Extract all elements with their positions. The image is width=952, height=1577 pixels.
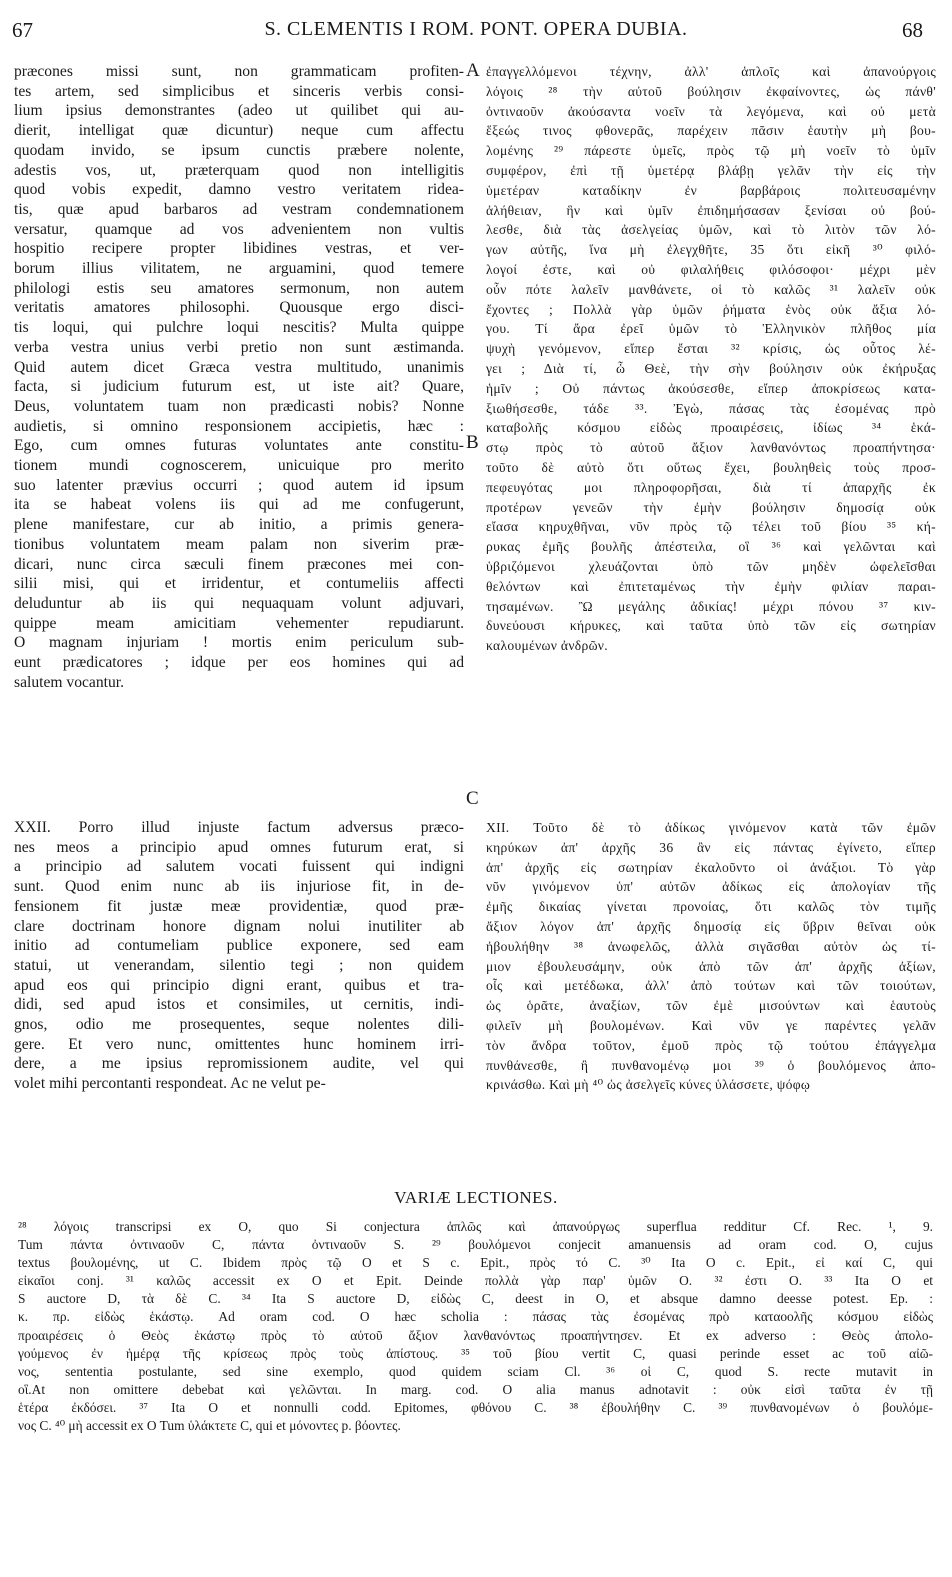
margin-marker-c: C: [466, 788, 479, 809]
greek-text-line: καλουμένων ἀνδρῶν.: [486, 638, 608, 654]
greek-text-line: τοῦτο δὲ αὐτὸ ὅτι οὕτως ἔχει, βουληθεὶς τοὺς προσ-: [486, 459, 936, 475]
latin-text-line: gnos, odio me prosequentes, seque nolentes dili-: [14, 1016, 464, 1034]
latin-text-line: tes artem, sed simplicibus et sinceris verbis consi-: [14, 82, 464, 100]
latin-text-line: silii misi, qui et irridentur, et contumeliis affecti: [14, 575, 464, 593]
greek-text-line: κηρύκων ἀπ' ἀρχῆς 36 ἂν εἰς πάντας ἐγίνετο, εἴπερ: [486, 839, 936, 855]
greek-text-line: τησαμένων. Ὢ μεγάλης ἀδικίας! μέχρι πόνου ³⁷ κιν-: [486, 598, 936, 614]
latin-text-line: O magnam injuriam ! mortis enim periculum sub-: [14, 634, 464, 652]
greek-text-line: πεφευγότας μοι πληροφορῆσαι, διὰ τί ἀπαρχῆς ἐκ: [486, 479, 936, 495]
greek-text-line: ὀντιναοῦν ἀκούσαντα νοεῖν τὰ λεγόμενα, καὶ οὐ μετὰ: [486, 103, 936, 119]
variant-readings: [18, 1218, 933, 1435]
latin-text-line: facta, si judicium futurum est, ut iste ait? Quare,: [14, 378, 464, 396]
greek-text-line: γων αὐτῆς, ἵνα μὴ ἐλεγχθῆτε, 35 ὅτι εἰκῆ ³⁰ φιλό-: [486, 242, 936, 258]
latin-text-line: borum illius vilitatem, ne arguamini, quod temere: [14, 260, 464, 278]
greek-text-line: ὑβριζόμενοι χλευάζονται ὑπὸ τῶν μηδὲν ὠφελεῖσθαι: [486, 558, 936, 574]
greek-text-line: λόγοις ²⁸ τὴν αὐτοῦ βούλησιν ἐκφαίνοντες, ὡς πάνθ': [486, 83, 936, 99]
greek-text-line: συμφέρον, ἐπὶ τῇ ὑμετέρᾳ βλάβῃ γελᾶν τὴν εἰς τὴν: [486, 162, 936, 178]
greek-text-line: ἠβουλήθην ³⁸ ἀνωφελῶς, ἀλλὰ σιγᾶσθαι αὐτὸν ὡς τί-: [486, 938, 936, 954]
variant-reading-line: Tum πάντα ὀντιναοῦν C, πάντα ὀντιναοῦν S. ²⁹ βουλόμενοι conjecit amanuensis ad oram cod. O, cujus: [18, 1237, 933, 1253]
greek-text-line: πυνθάνεσθε, ἢ πυνθανομένῳ μοι ³⁹ ὁ βουλόμενος ἀπο-: [486, 1057, 936, 1073]
variant-reading-line: ἑτέρα ἐκδόσει. ³⁷ Ita O et nonnulli codd. Epitomes, φθόνου C. ³⁸ ἐβουλήθην C. ³⁹ πυνθανομένων ὁ βουλόμε-: [18, 1399, 933, 1415]
latin-text-line: tis, quæ apud barbaros ad vestram condemnationem: [14, 200, 464, 218]
latin-text-line: XXII. Porro illud injuste factum adversus præco-: [14, 819, 464, 836]
running-title: S. CLEMENTIS I ROM. PONT. OPERA DUBIA.: [264, 18, 688, 40]
latin-text-line: dicari, nunc circa sæculi finem præcones mei con-: [14, 555, 464, 573]
latin-text-line: ita se habeat volens iis qui ad me confugerunt,: [14, 496, 464, 514]
greek-text-line: θελόντων καὶ ἐπιτεταμένως τὴν ἐμὴν φιλίαν παραι-: [486, 578, 936, 594]
greek-text-line: τὸν ἄνδρα τοῦτον, ἐμοῦ πρὸς τῷ τούτου ἐπάγγελμα: [486, 1037, 936, 1053]
greek-text-line: ἀλήθειαν, ἣν καὶ ὑμῖν ἐπιδημήσασαν ξενίσαι οὐ βού-: [486, 202, 936, 218]
latin-text-line: eunt prædicatores ; idque per eos homines qui ad: [14, 654, 464, 672]
latin-text-line: lium ipsius demonstrantes (adeo ut quilibet qui au-: [14, 102, 464, 120]
latin-text-line: verba vestra unius verbi pretio non sunt æstimanda.: [14, 338, 464, 356]
greek-column-top: [486, 62, 936, 656]
page-number-right: 68: [902, 18, 923, 42]
greek-text-line: φιλεῖν μὴ βουλομένων. Καὶ νῦν γε παρέντες γελᾶν: [486, 1017, 936, 1033]
greek-text-line: ἕξεώς τινος φθονερᾶς, παρέχειν πᾶσιν ἑαυτὴν μὴ βου-: [486, 123, 936, 139]
variant-reading-line: ²⁸ λόγοις transcripsi ex O, quo Si conjectura ἁπλῶς καὶ ἀπανούργως superflua redditur Cf. Rec. ¹, 9.: [18, 1219, 933, 1234]
greek-text-line: ὡς ὁρᾶτε, ἀναξίων, τῶν ἐμὲ μισούντων καὶ ἑαυτοὺς: [486, 998, 936, 1014]
page-header: [0, 0, 952, 60]
variant-reading-line: γούμενος ἐν ἡμέρᾳ τῆς κρίσεως πρὸς τοὺς ἀπίστους. ³⁵ τοῦ βίου vertit C, quasi perinde esset ac τοῦ αἰῶ-: [18, 1345, 933, 1361]
latin-text-line: tionem mundi cognoscerem, unicuique pro merito: [14, 457, 464, 475]
latin-text-line: præcones missi sunt, non grammaticam profiten-: [14, 63, 464, 80]
latin-text-line: Ego, cum omnes futuras voluntates ante constitu-: [14, 437, 464, 455]
latin-text-line: hospitio recipere propter libidines vestras, et ver-: [14, 240, 464, 258]
greek-text-line: στῳ πρὸς τὸ αὐτοῦ ἄξιον λανθανόντως προαπήντησα·: [486, 440, 936, 456]
latin-column-bottom: [14, 818, 464, 1094]
greek-text-line: λεσθε, διὰ τὰς ἀσελγείας ὑμῶν, καὶ τὸ λιτὸν τῶν λό-: [486, 222, 936, 238]
latin-text-line: veritatis amatores philosophi. Quousque ergo disci-: [14, 299, 464, 317]
variant-reading-line: νος, sententia postulante, sed sine exemplo, quod quidem sciam Cl. ³⁶ οἱ C, quod S. recte mutavit in: [18, 1363, 933, 1379]
greek-text-line: ἐμῆς δικαίας γίνεται προνοίας, ὅτι καλῶς τὸν τιμῆς: [486, 899, 936, 915]
latin-text-line: quodam invido, se ipsum cunctis præbere nolente,: [14, 141, 464, 159]
page-number-left: 67: [12, 18, 33, 42]
latin-text-line: didi, sed apud istos et consimiles, ut cernitis, indi-: [14, 996, 464, 1014]
variant-reading-line: προαιρέσεις ὁ Θεὸς ἑκάστῳ πρὸς τὸ αὐτοῦ ἄξιον λανθανόντως προαπήντησεν. Et ex adverso : Θεὸς ἀπολο-: [18, 1327, 933, 1343]
latin-text-line: suo latenter prævius occurri ; quod autem id ipsum: [14, 476, 464, 494]
greek-text-line: εἴασα κηρυχθῆναι, νῦν πρὸς τῷ τέλει τοῦ βίου ³⁵ κή-: [486, 519, 936, 535]
variant-reading-line: νος C. ⁴⁰ μὴ accessit ex O Tum ὑλάκτετε C, qui et μόνοντες p. βόοντες.: [18, 1418, 401, 1434]
margin-marker-a: A: [466, 60, 480, 81]
greek-text-line: οἷς καὶ μετέδωκα, ἀλλ' ἀπὸ τούτων καὶ τῶν τοιούτων,: [486, 978, 936, 994]
latin-text-line: a principio ad salutem vocati fuissent qui indigni: [14, 858, 464, 876]
latin-text-line: versatur, quamque ad vos advenientem non vultis: [14, 220, 464, 238]
greek-text-line: ἡμῖν ; Οὐ πάντως ἀκούσεσθε, εἴπερ ἀποκρίσεως κατα-: [486, 380, 936, 396]
greek-text-line: λογοί ἐστε, καὶ οὐ φιλαλήθεις φιλόσοφοι· μέχρι μὲν: [486, 261, 936, 277]
greek-text-line: ψυχὴ γενόμενον, εἴπερ ἔσται ³² κρίσις, ὡς οὗτος λέ-: [486, 341, 936, 357]
greek-text-line: ἄξιον λόγον ἀπ' ἀρχῆς δημοσίᾳ εἰς ὕβριν θεῖναι οὐκ: [486, 918, 936, 934]
greek-text-line: ξιωθήσεσθε, τάδε ³³. Ἐγὼ, πάσας τὰς ἐσομένας πρὸ: [486, 400, 936, 416]
greek-text-line: ἐπαγγελλόμενοι τέχνην, ἀλλ' ἁπλοῖς καὶ ἀπανούργοις: [486, 64, 936, 79]
latin-text-line: adestis vos, ut, præterquam quod non intelligitis: [14, 161, 464, 179]
greek-text-line: γου. Τί ἄρα ἐρεῖ ὑμῶν τὸ Ἑλληνικὸν πλῆθος μία: [486, 321, 936, 337]
latin-text-line: apud eos qui principio digni erant, quibus et tra-: [14, 976, 464, 994]
latin-text-line: plene manifestare, cur ab initio, a primis genera-: [14, 516, 464, 534]
latin-text-line: tionibus voluntatem meam palam non siverim præ-: [14, 535, 464, 553]
variant-reading-line: S auctore D, τὰ δὲ C. ³⁴ Ita S auctore D, εἰδὼς C, deest in O, et absque damno deesse potest. Ep. :: [18, 1291, 933, 1307]
latin-text-line: salutem vocantur.: [14, 673, 124, 691]
greek-text-line: νῦν γινόμενον ὑπ' αὐτῶν ἀδίκως εἰς ἀπολογίαν τῆς: [486, 879, 936, 895]
greek-text-line: καταβολῆς κόσμου εἰδὼς προαιρέσεις, ἰδίως ³⁴ ἑκά-: [486, 420, 936, 436]
greek-text-line: ἔχοντες ; Πολλὰ γὰρ ὑμῶν ῥήματα ἑνὸς οὐκ ἄξια λό-: [486, 301, 936, 317]
latin-text-line: volet mihi percontanti respondeat. Ac ne velut pe-: [14, 1075, 326, 1093]
greek-text-line: γει ; Διὰ τί, ὦ Θεὲ, τὴν σὴν βούλησιν οὐκ ἐκήρυξας: [486, 360, 936, 376]
latin-text-line: quippe meam amicitiam vehementer repudiarunt.: [14, 614, 464, 632]
greek-text-line: XII. Τοῦτο δὲ τὸ ἀδίκως γινόμενον κατὰ τῶν ἐμῶν: [486, 820, 936, 835]
greek-text-line: οὖν πότε λαλεῖν μανθάνετε, οἱ τὸ καλῶς ³¹ λαλεῖν οὐκ: [486, 281, 936, 297]
latin-text-line: Quid autem dicet Græca vestra multitudo, unanimis: [14, 358, 464, 376]
latin-text-line: philologi estis seu amatores sermonum, non autem: [14, 279, 464, 297]
latin-text-line: statui, ut venerandam, silentio tegi ; non quidem: [14, 956, 464, 974]
variant-reading-line: κ. πρ. εἰδὼς ἑκάστῳ. Ad oram cod. O hæc scholia : πάσας τὰς ἐσομένας πρὸ καταοολῆς κόσμου εἰδὼς: [18, 1309, 933, 1325]
greek-column-bottom: [486, 818, 936, 1095]
latin-text-line: clare doctrinam honore dignam nolui inutiliter ab: [14, 917, 464, 935]
latin-text-line: Deus, voluntatem tuam non prædicasti nobis? Nonne: [14, 397, 464, 415]
variant-reading-line: textus βουλομένης, ut C. Ibidem πρὸς τῷ O et S c. Epit., πρὸς τό C. ³⁰ Ita O c. Epit., εἰ καί C, qui: [18, 1255, 933, 1271]
latin-text-line: gere. Et vero nunc, omittentes hunc hominem irri-: [14, 1035, 464, 1053]
latin-text-line: nes meos a principio apud omnes futurum erat, si: [14, 838, 464, 856]
greek-text-line: ρυκας ἐμῆς βουλῆς ἀπέστειλα, οἳ ³⁶ καὶ γελῶνται καὶ: [486, 539, 936, 555]
latin-text-line: tis loqui, qui pulchre loqui nescitis? Multa quippe: [14, 319, 464, 337]
latin-text-line: dierit, intelligat quæ dicuntur) neque cum affectu: [14, 122, 464, 140]
latin-text-line: quod vobis expedit, damno vestro veritatem ridea-: [14, 181, 464, 199]
latin-text-line: deluduntur ab iis qui nequaquam volunt adjuvari,: [14, 594, 464, 612]
greek-text-line: ἀπ' ἀρχῆς εἰς σωτηρίαν ἐκαλοῦντο οἱ ἀνάξιοι. Τὸ γὰρ: [486, 859, 936, 875]
greek-text-line: δυνεύουσι κήρυκες, καὶ ταῦτα ὑπὸ τῶν εἰς σωτηρίαν: [486, 618, 936, 634]
variant-reading-line: οἳ.At non omittere debebat καὶ γελῶνται. In marg. cod. O alia manus adnotavit : οὐκ εἰσὶ ταῦτα ἐν τῇ: [18, 1381, 933, 1397]
greek-text-line: μιον ἐβουλευσάμην, οὐκ ἀπὸ τῶν ἀπ' ἀρχῆς ἀξίων,: [486, 958, 936, 974]
latin-text-line: fensionem fit justæ meæ providentiæ, quod præ-: [14, 897, 464, 915]
latin-text-line: initio ad contumeliam publice exponere, sed eam: [14, 937, 464, 955]
greek-text-line: λομένης ²⁹ πάρεστε ὑμεῖς, πρὸς τῷ μὴ νοεῖν τὸ ὑμῖν: [486, 143, 936, 159]
notes-title: VARIÆ LECTIONES.: [394, 1188, 558, 1207]
greek-text-line: προτέρων γενεῶν τὴν ἐμὴν βούλησιν δημοσίᾳ οὐκ: [486, 499, 936, 515]
latin-column-top: [14, 62, 464, 693]
margin-marker-b: B: [466, 432, 479, 453]
variant-reading-line: εἰκαῖοι conj. ³¹ καλῶς accessit ex O et Epit. Deinde πολλὰ γὰρ παρ' ὑμῶν O. ³² ἐστι O. ³³ Ita O et: [18, 1273, 933, 1289]
greek-text-line: ὑμετέραν καταδίκην ἐν βαρβάροις πολιτευσαμένην: [486, 182, 936, 198]
latin-text-line: audietis, si omnino responsionem accipietis, hæc :: [14, 417, 464, 435]
greek-text-line: κρινάσθω. Καὶ μὴ ⁴⁰ ὡς ἀσελγεῖς κύνες ὑλάσσετε, ψόφῳ: [486, 1077, 811, 1093]
latin-text-line: dere, a me ipsius repromissionem audite, vel qui: [14, 1055, 464, 1073]
latin-text-line: sunt. Quod enim nunc ab iis injuriose fit, in de-: [14, 878, 464, 896]
